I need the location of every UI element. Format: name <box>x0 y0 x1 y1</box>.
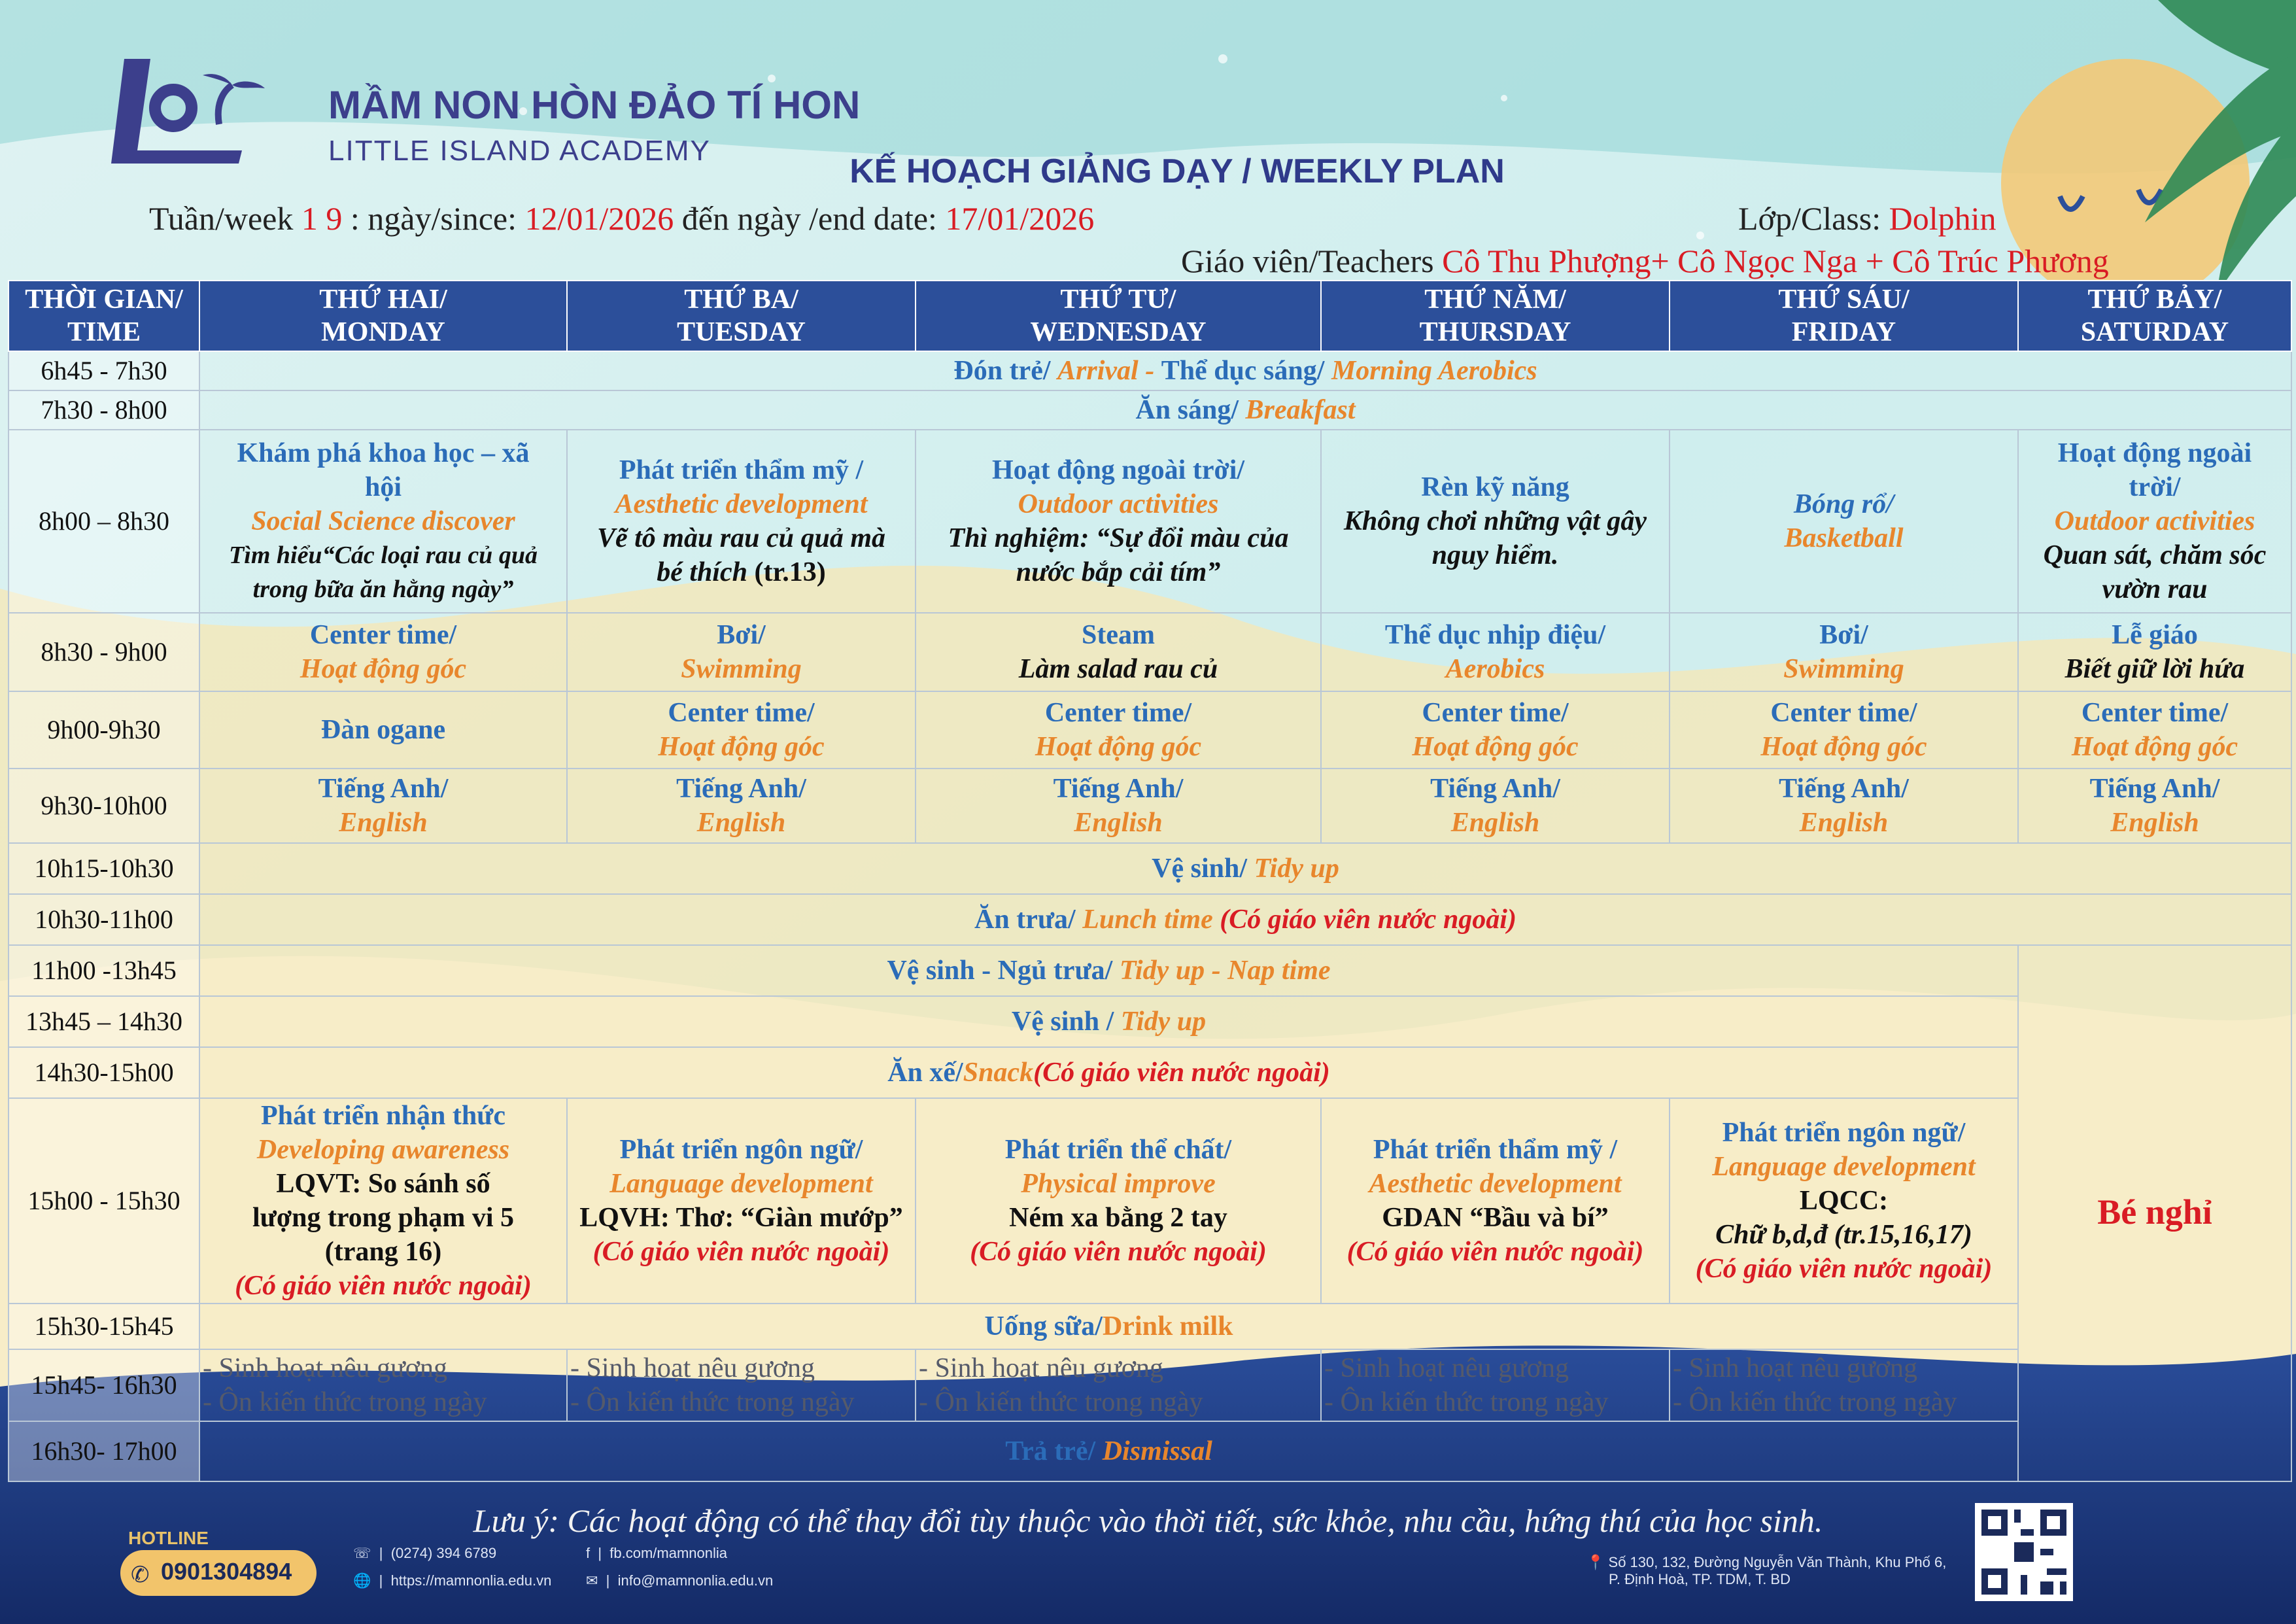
activity-cell-wednesday: Steam Làm salad rau củ <box>916 613 1321 691</box>
activity-cell-saturday: Lễ giáo Biết giữ lời hứa <box>2018 613 2291 691</box>
activity-cell-wednesday: Hoạt động ngoài trời/ Outdoor activities Thì nghiệm: “Sự đổi màu của nước bắp cải tím” <box>916 430 1321 613</box>
week-line <box>149 199 1094 237</box>
activity-cell-friday: Tiếng Anh/ English <box>1670 769 2018 843</box>
time-cell: 10h15-10h30 <box>9 843 199 894</box>
activity-cell-saturday: Tiếng Anh/ English <box>2018 769 2291 843</box>
snack-cell: Ăn xế/Snack(Có giáo viên nước ngoài) <box>199 1047 2018 1098</box>
header-monday: THỨ HAI/ MONDAY <box>199 281 567 351</box>
contact-facebook[interactable]: f | fb.com/mamnonlia <box>586 1545 728 1561</box>
activity-cell-wednesday: Tiếng Anh/ English <box>916 769 1321 843</box>
teachers-line <box>1181 242 2109 280</box>
table-row <box>9 430 2291 613</box>
table-row <box>9 390 2291 430</box>
activity-cell-monday: Phát triển nhận thức Developing awareness LQVT: So sánh số lượng trong phạm vi 5 (trang 16) (Có giáo viên nước ngoài) <box>199 1098 567 1304</box>
table-row <box>9 691 2291 769</box>
table-row <box>9 1349 2291 1421</box>
activity-cell-tuesday: Tiếng Anh/ English <box>567 769 916 843</box>
activity-cell-friday: Bóng rổ/ Basketball <box>1670 430 2018 613</box>
review-cell-wednesday: - Sinh hoạt nêu gương - Ôn kiến thức trong ngày <box>916 1349 1321 1421</box>
review-cell-thursday: - Sinh hoạt nêu gương - Ôn kiến thức trong ngày <box>1321 1349 1670 1421</box>
time-cell: 11h00 -13h45 <box>9 945 199 996</box>
activity-cell-thursday: Phát triển thẩm mỹ / Aesthetic development GDAN “Bầu và bí” (Có giáo viên nước ngoài) <box>1321 1098 1670 1304</box>
header-thursday: THỨ NĂM/ THURSDAY <box>1321 281 1670 351</box>
since-label: : ngày/since: <box>350 200 517 237</box>
time-cell: 6h45 - 7h30 <box>9 351 199 390</box>
table-row <box>9 1421 2291 1481</box>
contact-phone: ☏ | (0274) 394 6789 <box>353 1545 497 1561</box>
activity-cell-tuesday: Center time/ Hoạt động góc <box>567 691 916 769</box>
time-cell: 8h30 - 9h00 <box>9 613 199 691</box>
table-row <box>9 1304 2291 1349</box>
activity-cell-monday: Tiếng Anh/ English <box>199 769 567 843</box>
table-row <box>9 945 2291 996</box>
review-cell-friday: - Sinh hoạt nêu gương - Ôn kiến thức trong ngày <box>1670 1349 2018 1421</box>
activity-cell-wednesday: Phát triển thể chất/ Physical improve Ném xa bằng 2 tay (Có giáo viên nước ngoài) <box>916 1098 1321 1304</box>
review-cell-monday: - Sinh hoạt nêu gương - Ôn kiến thức trong ngày <box>199 1349 567 1421</box>
table-row <box>9 996 2291 1047</box>
activity-cell-monday: Center time/ Hoạt động góc <box>199 613 567 691</box>
qr-code-icon <box>1975 1503 2073 1601</box>
contact-website[interactable]: 🌐 | https://mamnonlia.edu.vn <box>353 1572 552 1589</box>
teachers-label: Giáo viên/Teachers <box>1181 243 1434 279</box>
hotline-number[interactable]: 0901304894 <box>161 1558 292 1585</box>
teachers-names: Cô Thu Phượng+ Cô Ngọc Nga + Cô Trúc Phương <box>1442 243 2109 279</box>
location-pin-icon: 📍 <box>1586 1554 1605 1570</box>
table-row <box>9 351 2291 390</box>
time-cell: 15h45- 16h30 <box>9 1349 199 1421</box>
time-cell: 9h00-9h30 <box>9 691 199 769</box>
activity-cell-monday: Đàn ogane <box>199 691 567 769</box>
milk-cell: Uống sữa/Drink milk <box>199 1304 2018 1349</box>
time-cell: 7h30 - 8h00 <box>9 390 199 430</box>
review-cell-tuesday: - Sinh hoạt nêu gương - Ôn kiến thức trong ngày <box>567 1349 916 1421</box>
time-cell: 10h30-11h00 <box>9 894 199 945</box>
phone-icon: ✆ <box>131 1563 150 1587</box>
header-friday: THỨ SÁU/ FRIDAY <box>1670 281 2018 351</box>
dismissal-cell: Trả trẻ/ Dismissal <box>199 1421 2018 1481</box>
time-cell: 15h00 - 15h30 <box>9 1098 199 1304</box>
qr-code <box>1975 1503 2073 1601</box>
header-saturday: THỨ BẢY/ SATURDAY <box>2018 281 2291 351</box>
activity-cell-friday: Bơi/ Swimming <box>1670 613 2018 691</box>
time-cell: 9h30-10h00 <box>9 769 199 843</box>
activity-cell-wednesday: Center time/ Hoạt động góc <box>916 691 1321 769</box>
activity-cell-monday: Khám phá khoa học – xã hội Social Science discover Tìm hiểu“Các loại rau củ quả trong bữa ăn hằng ngày” <box>199 430 567 613</box>
table-row <box>9 769 2291 843</box>
time-cell: 8h00 – 8h30 <box>9 430 199 613</box>
table-header-row <box>9 281 2291 351</box>
activity-cell-tuesday: Phát triển ngôn ngữ/ Language development LQVH: Thơ: “Giàn mướp” (Có giáo viên nước ngoài) <box>567 1098 916 1304</box>
time-cell: 15h30-15h45 <box>9 1304 199 1349</box>
time-cell: 16h30- 17h00 <box>9 1421 199 1481</box>
time-cell: 14h30-15h00 <box>9 1047 199 1098</box>
contact-email[interactable]: ✉ | info@mamnonlia.edu.vn <box>586 1572 774 1589</box>
nap-cell: Vệ sinh - Ngủ trưa/ Tidy up - Nap time <box>199 945 2018 996</box>
plan-title: KẾ HOẠCH GIẢNG DẠY / WEEKLY PLAN <box>849 152 1505 190</box>
breakfast-cell: Ăn sáng/ Breakfast <box>199 390 2291 430</box>
time-cell: 13h45 – 14h30 <box>9 996 199 1047</box>
activity-cell-saturday: Hoạt động ngoài trời/ Outdoor activities Quan sát, chăm sóc vườn rau <box>2018 430 2291 613</box>
activity-cell-friday: Center time/ Hoạt động góc <box>1670 691 2018 769</box>
weekly-plan-table <box>8 280 2292 1482</box>
tidy2-cell: Vệ sinh / Tidy up <box>199 996 2018 1047</box>
header-tuesday: THỨ BA/ TUESDAY <box>567 281 916 351</box>
header-time: THỜI GIAN/ TIME <box>9 281 199 351</box>
tidy-cell: Vệ sinh/ Tidy up <box>199 843 2291 894</box>
activity-cell-thursday: Rèn kỹ năng Không chơi những vật gây nguy hiểm. <box>1321 430 1670 613</box>
activity-cell-tuesday: Bơi/ Swimming <box>567 613 916 691</box>
table-row <box>9 1098 2291 1304</box>
class-label: Lớp/Class: <box>1738 200 1881 237</box>
hotline-label: HOTLINE <box>128 1528 209 1548</box>
footer-note: Lưu ý: Các hoạt động có thể thay đổi tùy thuộc vào thời tiết, sức khỏe, nhu cầu, hứng thú của học sinh. <box>473 1502 1823 1539</box>
week-number: 1 9 <box>301 200 343 237</box>
table-row <box>9 894 2291 945</box>
table-row <box>9 1047 2291 1098</box>
arrival-cell: Đón trẻ/ Arrival - Thể dục sáng/ Morning Aerobics <box>199 351 2291 390</box>
class-name: Dolphin <box>1889 200 1996 237</box>
contact-address: 📍 Số 130, 132, Đường Nguyễn Văn Thành, Khu Phố 6, P. Định Hoà, TP. TDM, T. BD <box>1586 1554 1947 1587</box>
end-date: 17/01/2026 <box>945 200 1095 237</box>
week-label: Tuần/week <box>149 200 294 237</box>
activity-cell-thursday: Thể dục nhịp điệu/ Aerobics <box>1321 613 1670 691</box>
since-date: 12/01/2026 <box>524 200 674 237</box>
school-name-vn: MẦM NON HÒN ĐẢO TÍ HON <box>328 83 861 127</box>
activity-cell-thursday: Center time/ Hoạt động góc <box>1321 691 1670 769</box>
lunch-cell: Ăn trưa/ Lunch time (Có giáo viên nước ngoài) <box>199 894 2291 945</box>
header-wednesday: THỨ TƯ/ WEDNESDAY <box>916 281 1321 351</box>
saturday-off-cell: Bé nghỉ <box>2018 945 2291 1481</box>
school-name-en: LITTLE ISLAND ACADEMY <box>328 135 711 167</box>
class-line <box>1738 199 1996 237</box>
activity-cell-thursday: Tiếng Anh/ English <box>1321 769 1670 843</box>
table-row <box>9 843 2291 894</box>
activity-cell-tuesday: Phát triển thẩm mỹ / Aesthetic development Vẽ tô màu rau củ quả mà bé thích (tr.13) <box>567 430 916 613</box>
activity-cell-friday: Phát triển ngôn ngữ/ Language development LQCC: Chữ b,d,đ (tr.15,16,17) (Có giáo viên nước ngoài) <box>1670 1098 2018 1304</box>
table-row <box>9 613 2291 691</box>
activity-cell-saturday: Center time/ Hoạt động góc <box>2018 691 2291 769</box>
to-label: đến ngày /end date: <box>681 200 937 237</box>
